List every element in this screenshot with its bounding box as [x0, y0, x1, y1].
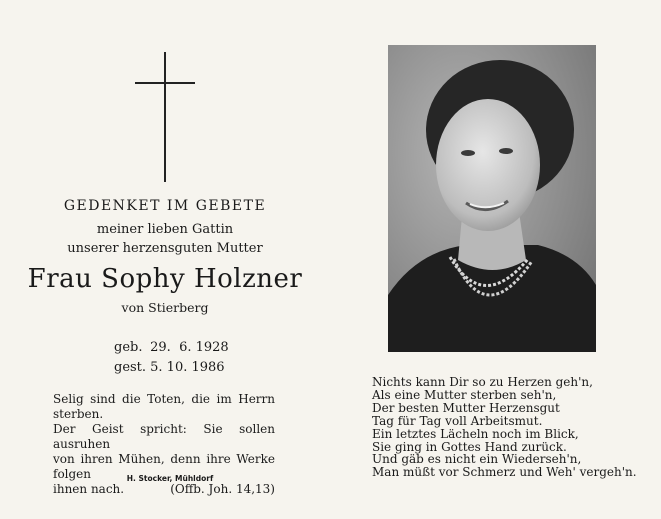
poem-line: Und gäb es nicht ein Wiederseh'n,: [372, 452, 582, 467]
poem-line: Ein letztes Lächeln noch im Blick,: [372, 426, 579, 441]
death-date: 5. 10. 1986: [150, 360, 225, 375]
poem-line: Nichts kann Dir so zu Herzen geh'n,: [372, 375, 593, 389]
birth-date-row: [114, 340, 229, 355]
verse-line: Der Geist spricht: Sie sollen ausruhen: [53, 422, 275, 451]
heading: GEDENKET IM GEBETE: [63, 198, 267, 214]
poem-line: Tag für Tag voll Arbeitsmut.: [372, 413, 543, 428]
origin: von Stierberg: [121, 300, 209, 315]
deceased-name: Frau Sophy Holzner: [27, 264, 303, 294]
poem-line: Als eine Mutter sterben seh'n,: [372, 387, 557, 402]
printer-imprint: H. Stocker, Mühldorf: [126, 474, 214, 483]
poem: [372, 375, 637, 480]
birth-label: geb.: [114, 340, 143, 355]
death-date-row: [114, 360, 225, 375]
cross-icon: [135, 52, 195, 182]
verse-line: von ihren Mühen, denn ihre Werke folgen: [53, 452, 275, 481]
birth-date: 29. 6. 1928: [150, 340, 229, 355]
verse-line: ihnen nach.: [53, 482, 125, 496]
verse-last-line: [53, 482, 275, 497]
portrait-photo: [388, 45, 596, 352]
verse-source: (Offb. Joh. 14,13): [170, 482, 275, 496]
poem-line: Sie ging in Gottes Hand zurück.: [372, 439, 567, 454]
verse-line: Selig sind die Toten, die im Herrn sterben.: [53, 392, 275, 421]
intro-line-2: unserer herzensguten Mutter: [67, 241, 263, 256]
death-label: gest.: [114, 360, 147, 375]
poem-line: Der besten Mutter Herzensgut: [372, 400, 560, 415]
intro-line-1: meiner lieben Gattin: [96, 222, 234, 237]
poem-line: Man müßt vor Schmerz und Weh' vergeh'n.: [372, 465, 637, 480]
portrait-image: [388, 45, 596, 352]
